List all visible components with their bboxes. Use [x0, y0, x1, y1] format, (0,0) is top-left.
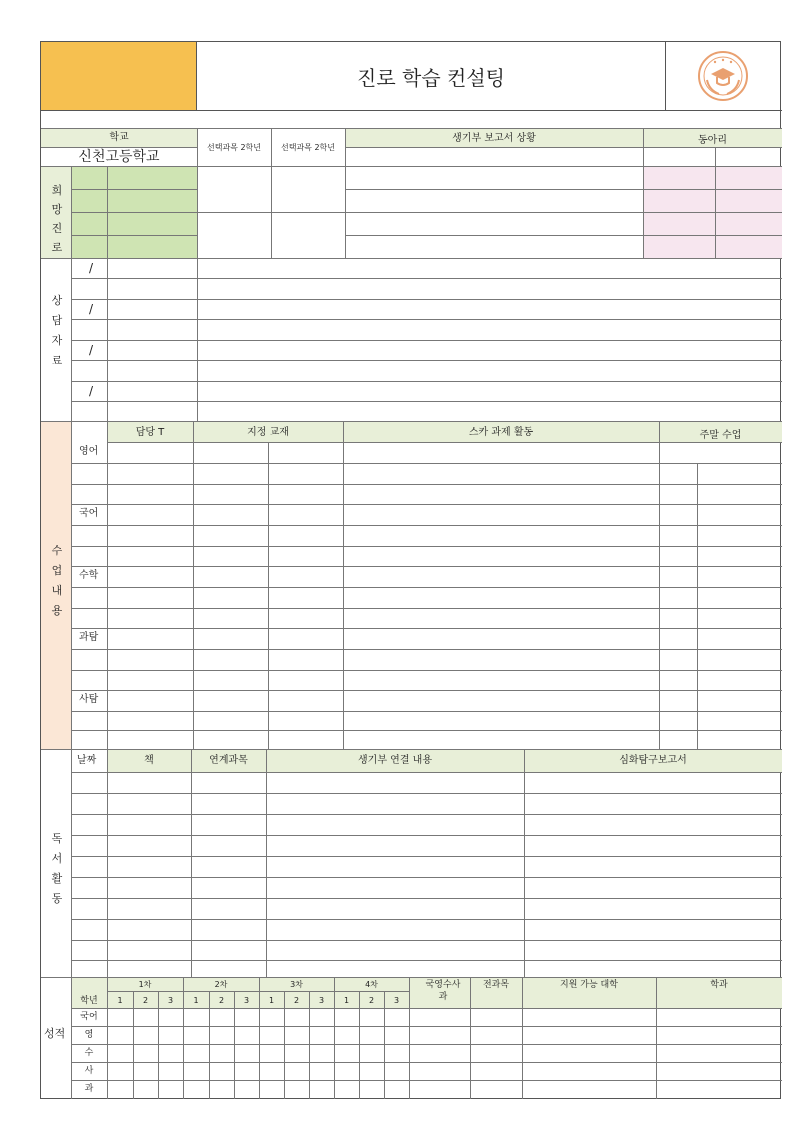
club-label: 동아리 — [698, 135, 727, 146]
consult-date-3[interactable]: / — [89, 343, 94, 357]
subject-english: 영어 — [79, 446, 99, 457]
textbook-header: 지정 교재 — [247, 427, 289, 438]
grades-label: 성적 — [44, 1027, 66, 1040]
all-subjects-header: 전과목 — [482, 980, 510, 990]
teacher-header: 담당 T — [135, 427, 165, 438]
grade-row-math: 수 — [84, 1048, 94, 1058]
consulting-sheet: 진로 학습 컨설팅 학교 신천고등학교 선택과목 2학년 선택과목 2학년 생기부 보고서 상황 동아리 희 망 진 로 상 담 자 료 / / / / 수 업 내 용 담당 T 지정 교재 스카 과제 활동 주말 수업 영어 국어 수학 과탐 사탐 독 서 활 동 날짜 책 연계과목 생기부 연결 내용 심화탐구보고서 성적 1차 2차 3차 4차 국영수사과 전과목 지원 가능 대학 학과 학년 1 2 3 1 2 3 1 2 3 1 2 3 국어 영 수 사 과 — [40, 41, 781, 1099]
task-activity-header: 스카 과제 활동 — [468, 427, 534, 438]
school-value: 신천고등학교 — [78, 149, 160, 165]
grade-year-label: 학년 — [80, 996, 98, 1006]
consult-date-1[interactable]: / — [89, 261, 94, 275]
elective-2nd-label-1: 선택과목 2학년 — [206, 143, 261, 152]
round-3-header: 3차 — [290, 980, 303, 989]
subject-korean: 국어 — [79, 508, 99, 519]
university-header: 지원 가능 대학 — [560, 980, 618, 990]
grade-row-korean: 국어 — [80, 1012, 98, 1022]
graduation-cap-icon — [693, 50, 753, 102]
linked-subject-header: 연계과목 — [209, 755, 248, 766]
round-1-header: 1차 — [138, 980, 152, 989]
record-link-header: 생기부 연결 내용 — [358, 755, 432, 766]
book-header: 책 — [144, 755, 154, 766]
elective-2nd-label-2: 선택과목 2학년 — [280, 143, 335, 152]
round-4-header: 4차 — [365, 980, 378, 989]
round-2-header: 2차 — [214, 980, 228, 989]
page-title: 진로 학습 컨설팅 — [357, 66, 505, 90]
consult-date-4[interactable]: / — [89, 384, 94, 398]
record-status-label: 생기부 보고서 상황 — [452, 133, 536, 144]
grade-row-social: 사 — [84, 1066, 94, 1076]
title-color-box — [41, 42, 197, 110]
subject-math: 수학 — [79, 570, 99, 581]
date-header: 날짜 — [77, 755, 97, 766]
subject-social: 사탐 — [79, 694, 99, 705]
school-label: 학교 — [109, 132, 129, 143]
subject-science: 과탐 — [79, 632, 99, 643]
grade-row-english: 영 — [84, 1030, 94, 1040]
grade-row-science: 과 — [84, 1084, 94, 1094]
advanced-report-header: 심화탐구보고서 — [619, 755, 687, 766]
weekend-class-header: 주말 수업 — [699, 430, 742, 441]
consult-date-2[interactable]: / — [89, 302, 94, 316]
department-header: 학과 — [710, 980, 728, 990]
logo-badge — [693, 50, 753, 102]
main-subjects-header: 국영수사과 — [425, 980, 461, 1002]
